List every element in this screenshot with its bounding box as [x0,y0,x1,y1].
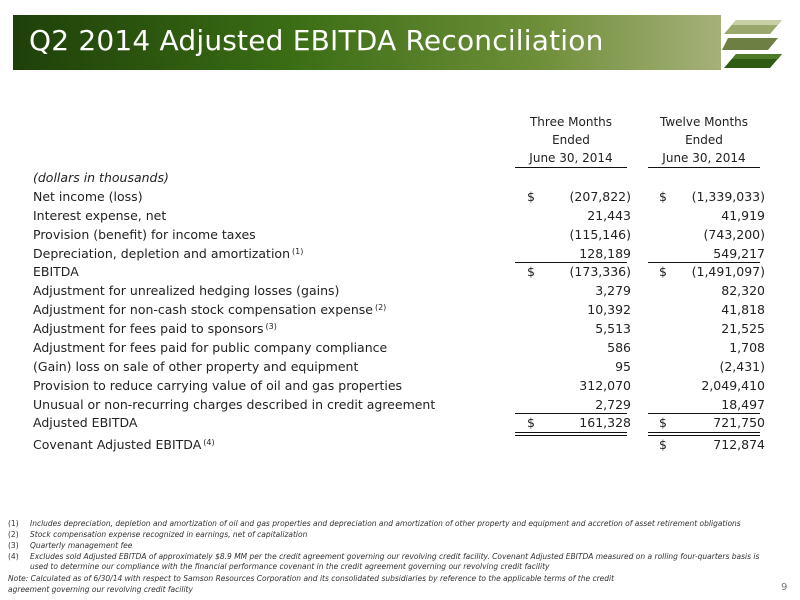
row-label: Provision to reduce carrying value of oil and gas properties [33,378,403,393]
footnote-ref: (3) [265,322,277,331]
row-value-12m: (743,200) [703,227,765,242]
footnote-text: Quarterly management fee [30,541,133,550]
row-value-12m: 18,497 [721,397,765,412]
row-label: EBITDA [33,264,79,279]
row-value-3m: 3,279 [595,283,631,298]
row-value-12m: 82,320 [721,283,765,298]
footnote [8,530,307,540]
note-line: agreement governing our revolving credit facility [8,585,193,594]
row-value-12m: 41,919 [721,208,765,223]
row-value-12m: 721,750 [713,415,765,430]
footnote-text: Excludes sold Adjusted EBITDA of approximately $8.9 MM per the credit agreement governing our revolving credit facility. Covenant Adjusted EBITDA measured on a rolling four-quarters basis is [30,552,760,561]
row-value-3m: (173,336) [569,264,631,279]
row-value-12m: 21,525 [721,321,765,336]
row-value-3m: 586 [607,340,631,355]
row-value-12m: 41,818 [721,302,765,317]
footnote [8,541,132,551]
footnote [8,552,759,562]
row-value-3m: 5,513 [595,321,631,336]
footnote-number: (4) [8,552,19,561]
footnote-ref: (1) [292,247,304,256]
col-header-three-months-line2: Ended [552,133,590,147]
page-number: 9 [781,582,788,593]
row-value-12m: 2,049,410 [701,378,765,393]
row-value-3m: 2,729 [595,397,631,412]
row-value-12m: (1,491,097) [691,264,765,279]
row-value-3m: (207,822) [569,189,631,204]
row-value-12m: 1,708 [729,340,765,355]
row-label: Adjusted EBITDA [33,415,138,430]
row-label: Net income (loss) [33,189,143,204]
subtotal-rule-3m [515,262,627,263]
row-currency-12m: $ [659,437,667,452]
row-currency-12m: $ [659,415,667,430]
row-label: Provision (benefit) for income taxes [33,227,256,242]
row-value-3m: (115,146) [569,227,631,242]
footnote [8,562,549,572]
row-label: Interest expense, net [33,208,167,223]
col-header-three-months-line3: June 30, 2014 [529,151,613,165]
footnote-text: Includes depreciation, depletion and amortization of oil and gas properties and depreciation and amortization of other property and equipment and accretion of asset retirement obligations [30,519,741,528]
row-value-12m: (1,339,033) [691,189,765,204]
col-header-twelve-months-underline [648,167,760,168]
footnote-number: (2) [8,530,19,539]
row-label [33,246,303,262]
subtotal-rule-3m [515,413,627,414]
row-label [33,437,215,453]
row-value-3m: 21,443 [587,208,631,223]
row-value-12m: (2,431) [719,359,765,374]
row-currency-3m: $ [527,264,535,279]
col-header-twelve-months-line2: Ended [685,133,723,147]
page-title: Q2 2014 Adjusted EBITDA Reconciliation [29,24,604,57]
row-label: Adjustment for unrealized hedging losses (gains) [33,283,340,298]
footnote-text: used to determine our compliance with the financial performance covenant in the credit agreement governing our revolving credit facility [30,562,550,571]
row-label: Unusual or non-recurring charges described in credit agreement [33,397,436,412]
subtotal-rule-12m [648,262,760,263]
row-currency-12m: $ [659,189,667,204]
row-label-text: Adjustment for non-cash stock compensation expense [33,302,373,317]
row-value-3m: 95 [615,359,631,374]
col-header-three-months-line1: Three Months [529,115,613,129]
footnote-ref: (4) [203,438,215,447]
units-note: (dollars in thousands) [33,170,169,185]
footnote [8,519,741,529]
footnote-number: (1) [8,519,19,528]
row-currency-3m: $ [527,415,535,430]
row-label: (Gain) loss on sale of other property and equipment [33,359,359,374]
note-line: Note: Calculated as of 6/30/14 with respect to Samson Resources Corporation and its consolidated subsidiaries by reference to the applicable terms of the credit [8,574,615,583]
col-header-twelve-months-line3: June 30, 2014 [662,151,746,165]
row-label-text: Covenant Adjusted EBITDA [33,437,202,452]
total-double-rule-12m [648,432,760,436]
row-value-3m: 312,070 [579,378,631,393]
footnote-number: (3) [8,541,19,550]
col-header-twelve-months-line1: Twelve Months [659,115,749,129]
total-double-rule-3m [515,432,627,436]
col-header-three-months-underline [515,167,627,168]
row-value-3m: 161,328 [579,415,631,430]
row-label-text: Adjustment for fees paid to sponsors [33,321,264,336]
row-value-3m: 128,189 [579,246,631,261]
row-value-3m: 10,392 [587,302,631,317]
row-label [33,302,386,318]
row-label-text: Depreciation, depletion and amortization [33,246,290,261]
row-currency-3m: $ [527,189,535,204]
footnote-ref: (2) [374,303,387,312]
row-currency-12m: $ [659,264,667,279]
row-label [33,321,277,337]
row-value-12m: 712,874 [713,437,765,452]
footnote-text: Stock compensation expense recognized in earnings, net of capitalization [30,530,308,539]
subtotal-rule-12m [648,413,760,414]
row-label: Adjustment for fees paid for public company compliance [33,340,388,355]
row-value-12m: 549,217 [713,246,765,261]
